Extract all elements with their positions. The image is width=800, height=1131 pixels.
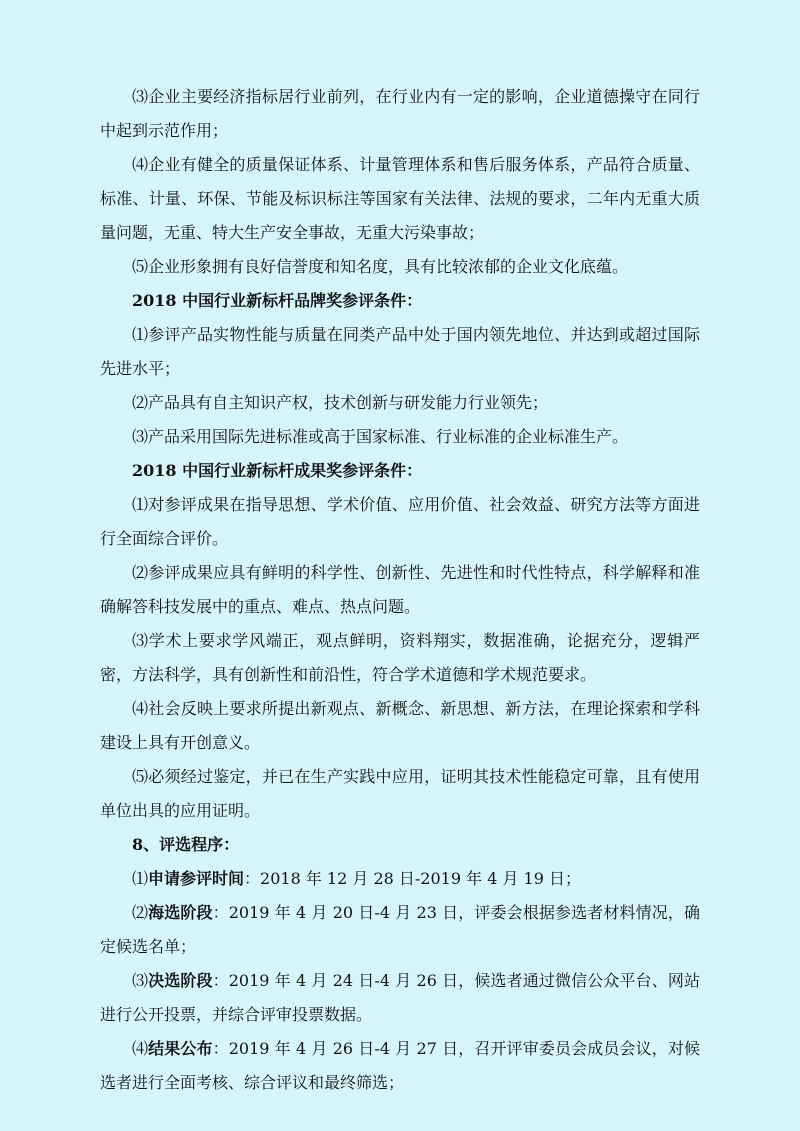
- step-prefix: ⑴: [132, 869, 149, 888]
- step-title: 结果公布: [148, 1039, 213, 1058]
- step-text: ：2018 年 12 月 28 日-2019 年 4 月 19 日；: [244, 869, 581, 888]
- step-title: 申请参评时间: [148, 869, 245, 888]
- paragraph-achievement-2: ⑵参评成果应具有鲜明的科学性、创新性、先进性和时代性特点，科学解释和准确解答科技发展中的重点、难点、热点问题。: [100, 563, 700, 616]
- paragraph-enterprise-4: ⑷企业有健全的质量保证体系、计量管理体系和售后服务体系，产品符合质量、标准、计量、环保、节能及标识标注等国家有关法律、法规的要求，二年内无重大质量问题，无重、特大生产安全事故，无重大污染事故；: [100, 155, 700, 242]
- step-prefix: ⑶: [132, 971, 149, 990]
- step-title: 决选阶段: [148, 971, 213, 990]
- step-text: ：2019 年 4 月 24 日-4 月 26 日，候选者通过微信公众平台、网站进行公开投票，并综合评审投票数据。: [100, 971, 700, 1024]
- paragraph-achievement-3: ⑶学术上要求学风端正，观点鲜明，资料翔实，数据准确，论据充分，逻辑严密，方法科学，具有创新性和前沿性，符合学术道德和学术规范要求。: [100, 631, 700, 684]
- procedure-step-3: [100, 964, 700, 1032]
- paragraph-enterprise-5: ⑸企业形象拥有良好信誉度和知名度，具有比较浓郁的企业文化底蕴。: [132, 257, 629, 276]
- heading-selection-procedure: 8、评选程序：: [132, 835, 240, 854]
- paragraph-achievement-4: ⑷社会反映上要求所提出新观点、新概念、新思想、新方法，在理论探索和学科建设上具有开创意义。: [100, 699, 700, 752]
- heading-brand-award: 2018 中国行业新标杆品牌奖参评条件：: [132, 291, 423, 310]
- paragraph-brand-3: ⑶产品采用国际先进标准或高于国家标准、行业标准的企业标准生产。: [132, 427, 629, 446]
- paragraph-enterprise-3: ⑶企业主要经济指标居行业前列，在行业内有一定的影响，企业道德操守在同行中起到示范作用；: [100, 87, 700, 140]
- heading-achievement-award: 2018 中国行业新标杆成果奖参评条件：: [132, 461, 423, 480]
- step-text: ：2019 年 4 月 20 日-4 月 23 日，评委会根据参选者材料情况，确定候选名单；: [100, 903, 700, 956]
- step-prefix: ⑵: [132, 903, 149, 922]
- procedure-step-1: [100, 862, 700, 896]
- paragraph-achievement-1: ⑴对参评成果在指导思想、学术价值、应用价值、社会效益、研究方法等方面进行全面综合评价。: [100, 495, 700, 548]
- paragraph-brand-1: ⑴参评产品实物性能与质量在同类产品中处于国内领先地位、并达到或超过国际先进水平；: [100, 325, 700, 378]
- paragraph-brand-2: ⑵产品具有自主知识产权，技术创新与研发能力行业领先；: [132, 393, 549, 412]
- step-text: ：2019 年 4 月 26 日-4 月 27 日，召开评审委员会成员会议，对候选者进行全面考核、综合评议和最终筛选；: [100, 1039, 700, 1092]
- step-title: 海选阶段: [148, 903, 213, 922]
- step-prefix: ⑷: [132, 1039, 149, 1058]
- procedure-step-4: [100, 1032, 700, 1100]
- paragraph-achievement-5: ⑸必须经过鉴定，并已在生产实践中应用，证明其技术性能稳定可靠，且有使用单位出具的应用证明。: [100, 767, 700, 820]
- procedure-step-2: [100, 896, 700, 964]
